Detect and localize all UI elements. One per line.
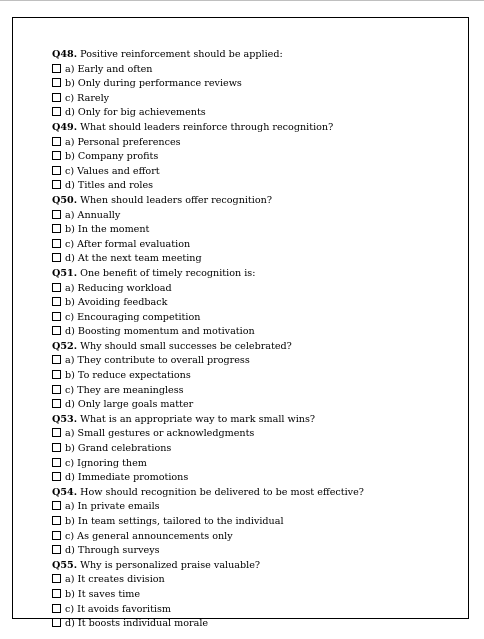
option-label: d) Through surveys [65, 545, 160, 557]
option-label: c) As general announcements only [65, 530, 233, 542]
option-label: a) It creates division [65, 574, 165, 586]
question-51 [52, 267, 364, 282]
top-rule [0, 0, 484, 1]
option-label: c) Rarely [65, 92, 110, 104]
question-text: Why should small successes be celebrated? [80, 340, 292, 352]
option-label: b) In the moment [65, 224, 150, 236]
option-label: b) Grand celebrations [65, 443, 172, 455]
checkbox-icon[interactable] [52, 516, 61, 525]
answer-option[interactable] [52, 238, 364, 253]
checkbox-icon[interactable] [52, 458, 61, 467]
question-number: Q51. [52, 267, 78, 279]
answer-option[interactable] [52, 325, 364, 340]
answer-option[interactable] [52, 92, 364, 107]
question-55 [52, 559, 364, 574]
answer-option[interactable] [52, 369, 364, 384]
answer-option[interactable] [52, 223, 364, 238]
checkbox-icon[interactable] [52, 589, 61, 598]
checkbox-icon[interactable] [52, 472, 61, 481]
answer-option[interactable] [52, 354, 364, 369]
option-label: a) Small gestures or acknowledgments [65, 428, 255, 440]
checkbox-icon[interactable] [52, 224, 61, 233]
checkbox-icon[interactable] [52, 312, 61, 321]
answer-option[interactable] [52, 209, 364, 224]
checkbox-icon[interactable] [52, 64, 61, 73]
option-label: a) Early and often [65, 63, 153, 75]
checkbox-icon[interactable] [52, 239, 61, 248]
question-text: When should leaders offer recognition? [80, 194, 272, 206]
checkbox-icon[interactable] [52, 531, 61, 540]
checkbox-icon[interactable] [52, 151, 61, 160]
checkbox-icon[interactable] [52, 283, 61, 292]
option-label: a) In private emails [65, 501, 160, 513]
option-label: b) Only during performance reviews [65, 78, 242, 90]
checkbox-icon[interactable] [52, 137, 61, 146]
checkbox-icon[interactable] [52, 574, 61, 583]
option-label: a) They contribute to overall progress [65, 355, 250, 367]
option-label: c) Values and effort [65, 165, 160, 177]
question-number: Q49. [52, 121, 78, 133]
option-label: c) It avoids favoritism [65, 603, 172, 615]
question-number: Q50. [52, 194, 78, 206]
option-label: d) Boosting momentum and motivation [65, 326, 255, 338]
option-label: b) To reduce expectations [65, 370, 191, 382]
checkbox-icon[interactable] [52, 604, 61, 613]
answer-option[interactable] [52, 457, 364, 472]
option-label: b) Avoiding feedback [65, 297, 168, 309]
answer-option[interactable] [52, 427, 364, 442]
checkbox-icon[interactable] [52, 253, 61, 262]
checkbox-icon[interactable] [52, 166, 61, 175]
answer-option[interactable] [52, 442, 364, 457]
answer-option[interactable] [52, 136, 364, 151]
answer-option[interactable] [52, 384, 364, 399]
question-number: Q48. [52, 49, 78, 60]
answer-option[interactable] [52, 500, 364, 515]
question-number: Q55. [52, 559, 78, 571]
answer-option[interactable] [52, 179, 364, 194]
answer-option[interactable] [52, 398, 364, 413]
checkbox-icon[interactable] [52, 501, 61, 510]
answer-option[interactable] [52, 603, 364, 618]
checkbox-icon[interactable] [52, 370, 61, 379]
answer-option[interactable] [52, 252, 364, 267]
checkbox-icon[interactable] [52, 78, 61, 87]
question-text: How should recognition be delivered to be most effective? [80, 486, 364, 498]
option-label: d) Titles and roles [65, 180, 154, 192]
option-label: d) At the next team meeting [65, 253, 202, 265]
question-text: One benefit of timely recognition is: [80, 267, 256, 279]
option-label: c) After formal evaluation [65, 238, 191, 250]
question-number: Q53. [52, 413, 78, 425]
checkbox-icon[interactable] [52, 443, 61, 452]
checkbox-icon[interactable] [52, 93, 61, 102]
question-number: Q52. [52, 340, 78, 352]
question-52 [52, 340, 364, 355]
option-label: d) Only for big achievements [65, 107, 206, 119]
checkbox-icon[interactable] [52, 210, 61, 219]
answer-option[interactable] [52, 573, 364, 588]
checkbox-icon[interactable] [52, 618, 61, 627]
answer-option[interactable] [52, 77, 364, 92]
answer-option[interactable] [52, 311, 364, 326]
answer-option[interactable] [52, 588, 364, 603]
option-label: d) Only large goals matter [65, 399, 194, 411]
checkbox-icon[interactable] [52, 399, 61, 408]
answer-option[interactable] [52, 515, 364, 530]
question-text: Why is personalized praise valuable? [80, 559, 261, 571]
option-label: a) Reducing workload [65, 282, 172, 294]
option-label: b) Company profits [65, 151, 159, 163]
answer-option[interactable] [52, 150, 364, 165]
question-48 [52, 48, 364, 63]
quiz-content [52, 48, 364, 632]
option-label: a) Annually [65, 209, 121, 221]
question-text: What should leaders reinforce through recognition? [80, 121, 334, 133]
checkbox-icon[interactable] [52, 385, 61, 394]
option-label: d) Immediate promotions [65, 472, 189, 484]
question-49 [52, 121, 364, 136]
checkbox-icon[interactable] [52, 428, 61, 437]
answer-option[interactable] [52, 544, 364, 559]
question-text: What is an appropriate way to mark small wins? [80, 413, 316, 425]
question-53 [52, 413, 364, 428]
option-label: a) Personal preferences [65, 136, 181, 148]
answer-option[interactable] [52, 530, 364, 545]
document-page [12, 17, 469, 630]
answer-option[interactable] [52, 296, 364, 311]
answer-option[interactable] [52, 165, 364, 180]
option-label: d) It boosts individual morale [65, 618, 209, 630]
option-label: b) In team settings, tailored to the individual [65, 516, 284, 527]
question-50 [52, 194, 364, 209]
option-label: c) Ignoring them [65, 457, 147, 469]
answer-option[interactable] [52, 471, 364, 486]
option-label: c) Encouraging competition [65, 311, 201, 323]
answer-option[interactable] [52, 617, 364, 632]
question-text: Positive reinforcement should be applied: [80, 49, 283, 60]
answer-option[interactable] [52, 282, 364, 297]
checkbox-icon[interactable] [52, 326, 61, 335]
checkbox-icon[interactable] [52, 545, 61, 554]
option-label: b) It saves time [65, 588, 141, 600]
answer-option[interactable] [52, 63, 364, 78]
checkbox-icon[interactable] [52, 355, 61, 364]
option-label: c) They are meaningless [65, 384, 184, 396]
answer-option[interactable] [52, 106, 364, 121]
checkbox-icon[interactable] [52, 107, 61, 116]
checkbox-icon[interactable] [52, 180, 61, 189]
checkbox-icon[interactable] [52, 297, 61, 306]
question-number: Q54. [52, 486, 78, 498]
question-54 [52, 486, 364, 501]
